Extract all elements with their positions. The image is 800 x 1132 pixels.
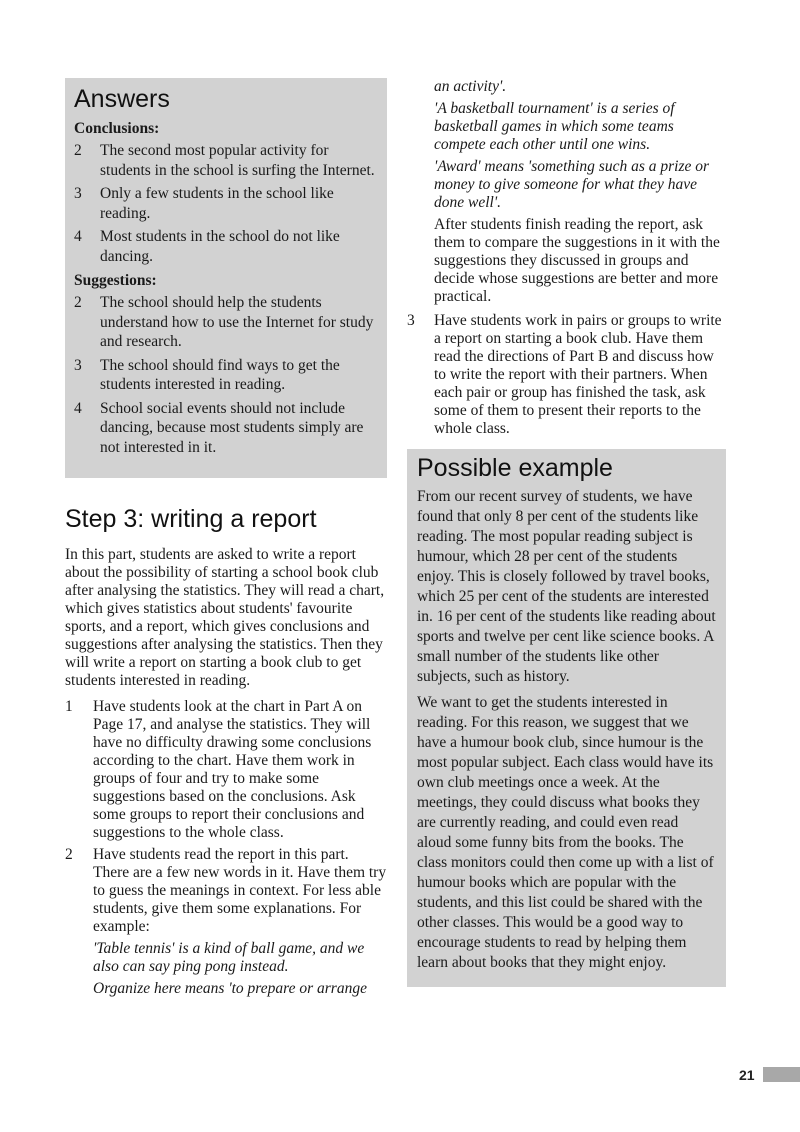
example-paragraph-2: We want to get the students interested in reading. For this reason, we suggest that we have a humour book club, since humour is the most popular subject. Each class would have its own club meetings once a week. At the meetings, they could discuss what books they are currently reading, and could even read aloud some funny bits from the books. The class monitors could then come up with a list of humour books which are popular with the students, and this list could be shared with the other classes. This would be a good way to encourage students to read by helping them learn about books that they might enjoy. <box>417 694 714 971</box>
list-item: 2 Have students read the report in this part. There are a few new words in it. Have them try to guess the meanings in context. For less able students, give them some explanations. For example: 'Table tennis' is a kind of ball game, and we also can say ping pong instead. Organize here means 'to prepare or arrange <box>65 846 387 997</box>
example-table-tennis: 'Table tennis' is a kind of ball game, and we also can say ping pong instead. <box>93 940 365 975</box>
answers-title: Answers <box>74 85 170 113</box>
right-column <box>407 78 726 987</box>
left-column <box>65 78 387 1006</box>
examples-continued <box>407 78 726 306</box>
list-item: 2 The second most popular activity for students in the school is surfing the Internet. <box>74 142 375 179</box>
example-paragraph-1: From our recent survey of students, we have found that only 8 per cent of the students like reading. The most popular reading subject is humour, which 28 per cent of the students enjoy. This is closely followed by travel books, which 25 per cent of the students are interested in. 16 per cent of the students like reading about sports and twelve per cent like science books. A small number of the students like other subjects, such as history. <box>417 488 716 685</box>
possible-example-title: Possible example <box>417 454 613 482</box>
suggestions-label: Suggestions: <box>74 272 157 289</box>
list-item: 1 Have students look at the chart in Part A on Page 17, and analyse the statistics. They will have no difficulty drawing some conclusions according to the chart. Have them work in groups of four and try to make some suggestions based on the conclusions. Ask some groups to report their conclusions and suggestions to the whole class. <box>65 698 372 841</box>
possible-example-box <box>407 449 726 987</box>
suggestions-list <box>74 293 378 457</box>
example-organize-end: an activity'. <box>434 78 507 95</box>
answers-box <box>65 78 387 478</box>
step3-list <box>65 698 387 1002</box>
right-list <box>407 312 726 438</box>
example-basketball: 'A basketball tournament' is a series of basketball games in which some teams compete each other until one wins. <box>434 100 675 153</box>
list-item: 3 Only a few students in the school like reading. <box>74 185 334 222</box>
page-number: 21 <box>739 1067 755 1083</box>
example-award: 'Award' means 'something such as a prize or money to give someone for what they have done well'. <box>434 158 710 211</box>
example-organize: Organize here means 'to prepare or arrange <box>93 980 367 997</box>
step3-title: Step 3: writing a report <box>65 505 317 533</box>
list-item: 2 The school should help the students understand how to use the Internet for study and research. <box>74 294 374 350</box>
list-item: 3 Have students work in pairs or groups to write a report on starting a book club. Have them read the directions of Part B and discuss how to write the report with their partners. When each pair or group has finished the task, ask some of them to present their reports to the whole class. <box>407 312 722 437</box>
after-reading-text: After students finish reading the report, ask them to compare the suggestions in it with the suggestions they discussed in groups and decide whose suggestions are better and more practical. <box>434 216 720 305</box>
item2-text: Have students read the report in this part. There are a few new words in it. Have them try to guess the meanings in context. For less able students, give them some explanations. For example: <box>93 846 387 935</box>
conclusions-list <box>74 141 378 266</box>
conclusions-label: Conclusions: <box>74 120 160 137</box>
list-item: 4 Most students in the school do not like dancing. <box>74 228 340 265</box>
list-item: 4 School social events should not include dancing, because most students simply are not interested in it. <box>74 399 364 456</box>
page-number-bar <box>763 1067 800 1082</box>
step3-intro: In this part, students are asked to write a report about the possibility of starting a school book club after analysing the statistics. They will read a chart, which gives statistics about students' favourite sports, and a report, which gives conclusions and suggestions after analysing the statistics. Then they will write a report on starting a book club to get students interested in reading. <box>65 546 385 689</box>
list-item: 3 The school should find ways to get the students interested in reading. <box>74 356 340 393</box>
